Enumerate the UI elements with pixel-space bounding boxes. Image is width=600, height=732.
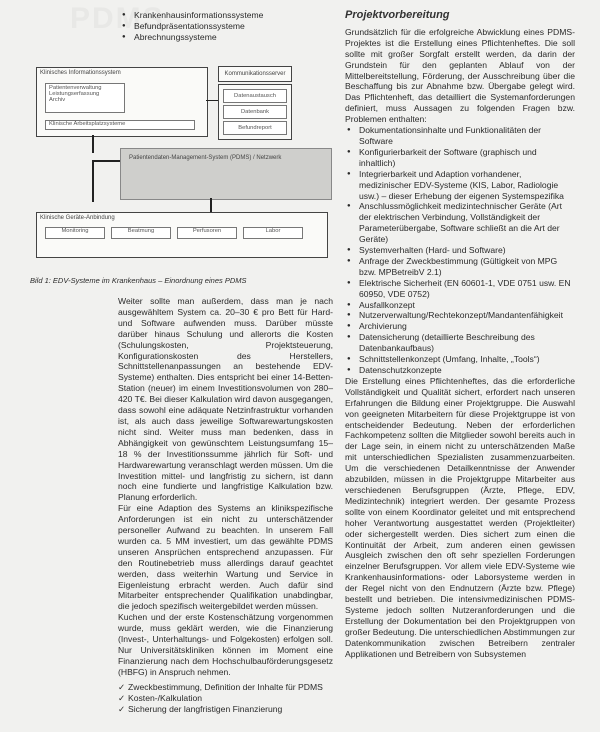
requirements-list: [345, 125, 575, 376]
checklist-item: [118, 693, 333, 704]
kis-box: [36, 67, 208, 137]
geraete-item: Monitoring: [45, 227, 105, 239]
left-column: [118, 296, 333, 714]
list-item: ● Datensicherung (detaillierte Beschreibung des Datenbankaufbaus): [345, 332, 575, 354]
list-item: ● Nutzerverwaltung/Rechtekonzept/Mandantenfähigkeit: [345, 310, 575, 321]
checklist-text: Kosten-/Kalkulation: [128, 692, 203, 703]
right-column: [345, 10, 575, 659]
mid-item: Datenbank: [223, 105, 287, 119]
list-item: ● Archivierung: [345, 321, 575, 332]
kis-item: Archiv: [49, 97, 66, 103]
paragraph: Für eine Adaption des Systems an klinikspezifische Anforderungen ist ein nicht zu unterschätzender personeller Aufwand zu beachten. In unserem Fall wurden ca. 5 MM investiert, um das gewählte PDMS unseren Ansprüchen entsprechend anzupassen. Für den Routinebetrieb muss allerdings darauf geachtet werden, dass weiterhin Wartung und Service in Eigenleistung erbracht werden. Auch dafür sind Mitarbeiter entsprechender Qualifikation unabdingbar, die jedoch spezifisch weitergebildet werden müssen.: [118, 503, 333, 612]
list-item: ● Befundpräsentationssysteme: [120, 21, 320, 32]
connector-line: [92, 160, 94, 202]
check-icon: ✓: [118, 692, 126, 703]
kommunikation-box: Kommunikationsserver: [218, 66, 292, 82]
paragraph: Die Erstellung eines Pflichtenheftes, das die erforderliche Vollständigkeit und Qualität sichert, erfordert nach unseren Erfahrungen die Bildung einer Projektgruppe. Die Auswahl von geeigneten Mitarbeitern für diese Projektgruppe ist von entscheidender Bedeutung. Neben der erforderlichen Fachkompetenz sollten die Mitglieder sowohl bereits auch in der Lage sein, in einem nicht zu unterschätzenden Maße mit unterschiedlichen Spezialisten zusammenzuarbeiten. Um die verschiedenen Detailkenntnisse der Anwender abzubilden, müssen in die Projektgruppe Mitarbeiter aus verschiedenen Berufsgruppen (Ärzte, Pflege, EDV, Medizintechnik) integriert werden. Der gesamte Prozess sollte von einem Koordinator geleitet und mit entsprechend hoher Verantwortung ausgestattet werden (Projektleiter) oder sichergestellt werden. Dies sichert zum einen die Kontinuität der Arbeit, zum anderen einen gewissen Ausgleich zwischen den oft sehr speziellen Forderungen einzelner Berufsgruppen. Vor allem viele EDV-Systeme wie Krankenhausinformations- oder Laborsysteme werden in der Regel nicht von den Endnutzern (Ärzte bzw. Pflege) bestellt und betrieben. Die intensivmedizinischen PDMS-Systeme jedoch sollten Nutzeranforderungen und die Erstellung der Dokumentation bei den Projektgruppen von großer Bedeutung. Die unterschiedlichen Abstimmungen zur Datenkommunikation zwischen Betreibern zentraler Applikationen und Betreibern von Subsystemen: [345, 375, 575, 659]
mid-stack-box: [218, 84, 292, 140]
check-icon: ✓: [118, 681, 126, 692]
section-heading: Projektvorbereitung: [345, 9, 450, 21]
connector-line: [210, 198, 212, 212]
list-item: ● Datenschutzkonzepte: [345, 365, 575, 376]
checklist-item: [118, 704, 333, 715]
kis-item: Leistungserfassung: [49, 91, 100, 97]
geraete-item: Labor: [243, 227, 303, 239]
list-item: ● Systemverhalten (Hard- und Software): [345, 245, 575, 256]
list-item: ● Abrechnungssysteme: [120, 32, 320, 43]
list-item: ● Dokumentationsinhalte und Funktionalitäten der Software: [345, 125, 575, 147]
kis-label: Klinisches Informationssystem: [40, 70, 121, 76]
geraete-item: Beatmung: [111, 227, 171, 239]
intro-paragraph: Grundsätzlich für die erfolgreiche Abwicklung eines PDMS-Projektes ist die Erstellung eines Pflichtenheftes. Die soll sollte mit großer Sorgfalt erstellt werden, da darin der Grundstein für den geplanten Ablauf von der Mittelbereitstellung, Förderung, der Ausschreibung über die Beschaffung bis zur Abnahme bzw. Übergabe gelegt wird. Das Pflichtenheft, das detailliert die Systemanforderungen definiert, muss Aussagen zu folgenden Fragen bzw. Problemen enthalten:: [345, 26, 575, 125]
connector-line: [206, 100, 218, 101]
geraete-label: Klinische Geräte-Anbindung: [40, 215, 115, 221]
checklist-text: Sicherung der langfristigen Finanzierung: [128, 703, 283, 714]
paragraph: Weiter sollte man außerdem, dass man je nach ausgewähltem System ca. 20–30 € pro Bett für Hard- und Software aufwenden muss. Darüber müsste darüber hinaus Schulung und allerorts die Kosten (Schulungskosten, Projektsteuerung, Konfigurationskosten des Herstellers, Schnittstellenanpassungen an bestehende EDV-Systeme) enthalten. Dies entspricht bei einer 14-Betten-Station (neuer) im einem Investitionsvolumen von 280–420 T€. Bei dieser Kalkulation wird davon ausgegangen, dass sowohl eine adäquate Netzinfrastruktur vorhanden ist, als auch dass jeweilige Softwarewartungskosten nicht sind. Weiter muss man bedenken, dass in Abhängigkeit von gewünschtem Leistungsumfang 15–18 % der Investitionssumme jährlich für Soft- und Hardwarewartung veranschlagt werden müssen. Um die Investition mittel- und langfristig zu sichern, ist dann noch eine fundierte und langfristige Kalkulation bzw. Planung erforderlich.: [118, 296, 333, 503]
pdms-label: Patientendaten-Management-System (PDMS) / Netzwerk: [129, 155, 282, 161]
check-icon: ✓: [118, 703, 126, 714]
kis-items-box: [45, 83, 125, 113]
mid-item: Befundreport: [223, 121, 287, 135]
list-item: ● Anschlussmöglichkeit medizintechnischer Geräte (Art der elektrischen Verbindung, Vollständigkeit der Parameterübergabe, Software schließt an die Art der Geräte): [345, 201, 575, 245]
kis-item: Patientenverwaltung: [49, 85, 102, 91]
list-item: ● Konfigurierbarkeit der Software (graphisch und inhaltlich): [345, 147, 575, 169]
figure-caption: Bild 1: EDV-Systeme im Krankenhaus – Einordnung eines PDMS: [30, 276, 247, 285]
arbeitsplatz-box: Klinische Arbeitsplatzsysteme: [45, 120, 195, 130]
mid-item: Datenaustausch: [223, 89, 287, 103]
list-item: ● Elektrische Sicherheit (EN 60601-1, VDE 0751 usw. EN 60950, VDE 0752): [345, 278, 575, 300]
connector-line: [92, 160, 120, 162]
list-item: ● Schnittstellenkonzept (Umfang, Inhalte, „Tools“): [345, 354, 575, 365]
list-item: ● Anfrage der Zweckbestimmung (Gültigkeit von MPG bzw. MPBetreibV 2.1): [345, 256, 575, 278]
list-item: ● Krankenhausinformationssysteme: [120, 10, 320, 21]
checklist: [118, 682, 333, 715]
list-item: ● Ausfallkonzept: [345, 300, 575, 311]
list-item: ● Integrierbarkeit und Adaption vorhandener, medizinischer EDV-Systeme (KIS, Labor, Radiologie usw.) – dieser Erhebung der eigenen Systemspezifika: [345, 169, 575, 202]
top-system-list: [120, 10, 320, 43]
checklist-text: Zweckbestimmung, Definition der Inhalte für PDMS: [128, 681, 323, 692]
paragraph: Kuchen und der erste Kostenschätzung vorgenommen wurde, muss geklärt werden, wie die Finanzierung (Invest-, Unterhaltungs- und Folgekosten) erfolgen soll. Nur Universitätskliniken können im Moment eine Finanzierung nach dem Hochschulbauförderungsgesetz (HBFG) in Anspruch nehmen.: [118, 612, 333, 677]
checklist-item: [118, 682, 333, 693]
connector-line: [92, 135, 94, 153]
geraete-box: [36, 212, 328, 258]
geraete-item: Perfusoren: [177, 227, 237, 239]
watermark-text: PDMS: [70, 2, 165, 35]
pdms-box: [120, 148, 332, 200]
